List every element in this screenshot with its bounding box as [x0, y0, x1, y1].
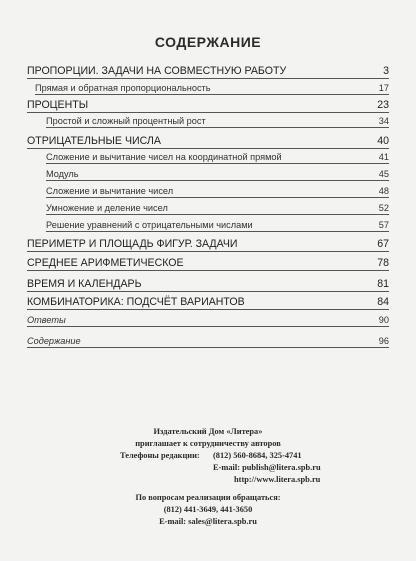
toc-entry-page: 41 — [378, 152, 389, 162]
toc-entry-label: Решение уравнений с отрицательными числами — [46, 220, 253, 230]
toc-entry-page: 48 — [378, 186, 389, 196]
toc-entry-label: Сложение и вычитание чисел на координатной прямой — [46, 152, 282, 162]
toc-entry-label: ПЕРИМЕТР И ПЛОЩАДЬ ФИГУР. ЗАДАЧИ — [27, 238, 238, 250]
toc-entry-label: ПРОПОРЦИИ. ЗАДАЧИ НА СОВМЕСТНУЮ РАБОТУ — [27, 65, 287, 77]
toc-entry-negative[interactable] — [27, 135, 389, 149]
toc-entry-page: 52 — [378, 203, 389, 213]
toc-entry-add-subtract[interactable] — [46, 186, 389, 198]
toc-entry-label: ПРОЦЕНТЫ — [27, 99, 89, 111]
toc-entry-page: 17 — [378, 83, 389, 93]
toc-entry-proportions[interactable] — [27, 65, 389, 79]
toc-entry-page: 45 — [378, 169, 389, 179]
sales-label: По вопросам реализации обращаться: — [135, 493, 281, 502]
sales-contacts — [0, 492, 416, 528]
toc-entry-page: 57 — [378, 220, 389, 230]
page-title: СОДЕРЖАНИЕ — [154, 34, 262, 50]
toc-entry-label: СРЕДНЕЕ АРИФМЕТИЧЕСКОЕ — [27, 257, 184, 269]
toc-entry-coordinate-line[interactable] — [46, 152, 389, 164]
toc-entry-combinatorics[interactable] — [27, 296, 389, 310]
toc-entry-page: 96 — [378, 336, 389, 346]
toc-entry-label: Простой и сложный процентный рост — [46, 116, 206, 126]
toc-entry-label: Содержание — [27, 336, 81, 346]
toc-entry-direct-inverse[interactable] — [35, 83, 389, 95]
sales-email-link[interactable]: E-mail: sales@litera.spb.ru — [159, 517, 257, 526]
toc-entry-percent[interactable] — [27, 99, 389, 113]
phones-value: (812) 560-8684, 325-4741 — [213, 451, 302, 460]
toc-entry-page: 90 — [378, 315, 389, 325]
publisher-name: Издательский Дом «Литера» — [153, 427, 263, 436]
toc-entry-time-calendar[interactable] — [27, 278, 389, 292]
toc-entry-page: 23 — [377, 99, 389, 111]
publish-email-link[interactable]: E-mail: publish@litera.spb.ru — [213, 463, 321, 472]
toc-entry-perimeter[interactable] — [27, 238, 389, 252]
toc-entry-contents[interactable] — [27, 336, 389, 348]
toc-entry-label: КОМБИНАТОРИКА: ПОДСЧЁТ ВАРИАНТОВ — [27, 296, 245, 308]
toc-entry-label: Прямая и обратная пропорциональность — [35, 83, 211, 93]
toc-entry-equations[interactable] — [46, 220, 389, 232]
toc-entry-label: Модуль — [46, 169, 79, 179]
publisher-invite: приглашает к сотрудничеству авторов — [135, 439, 281, 448]
toc-entry-page: 34 — [378, 116, 389, 126]
toc-entry-modulus[interactable] — [46, 169, 389, 181]
toc-entry-page: 78 — [377, 257, 389, 269]
toc-entry-page: 40 — [377, 135, 389, 147]
toc-entry-answers[interactable] — [27, 315, 389, 327]
toc-entry-label: ВРЕМЯ И КАЛЕНДАРЬ — [27, 278, 142, 290]
sales-phones: (812) 441-3649, 441-3650 — [163, 505, 253, 514]
toc-entry-label: ОТРИЦАТЕЛЬНЫЕ ЧИСЛА — [27, 135, 161, 147]
toc-entry-label: Сложение и вычитание чисел — [46, 186, 174, 196]
toc-entry-page: 3 — [383, 65, 389, 77]
toc-entry-label: Ответы — [27, 315, 66, 325]
toc-entry-average[interactable] — [27, 257, 389, 271]
toc-entry-growth[interactable] — [46, 116, 389, 128]
toc-entry-page: 67 — [377, 238, 389, 250]
toc-entry-multiply-divide[interactable] — [46, 203, 389, 215]
toc-entry-page: 84 — [377, 296, 389, 308]
toc-entry-page: 81 — [377, 278, 389, 290]
website-link[interactable]: http://www.litera.spb.ru — [234, 475, 321, 484]
phones-label: Телефоны редакции: — [120, 451, 200, 460]
publisher-imprint — [0, 426, 416, 450]
toc-entry-label: Умножение и деление чисел — [46, 203, 168, 213]
